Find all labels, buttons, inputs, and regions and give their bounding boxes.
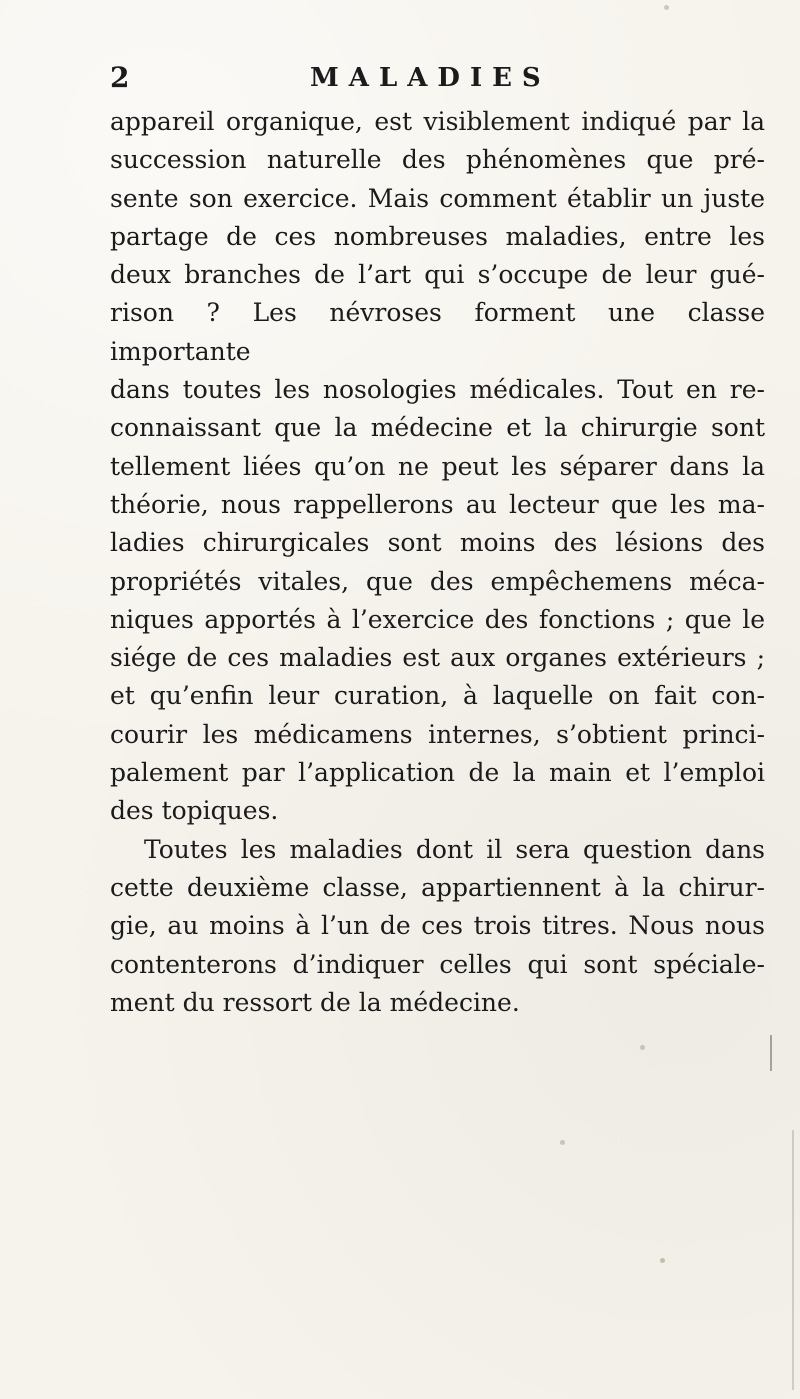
text-line: propriétés vitales, que des empêchemens méca- [110,566,765,596]
text-line: dans toutes les nosologies médicales. Tout en re- [110,375,765,405]
text-line: tellement liées qu’on ne peut les séparer dans la [110,451,765,481]
text-line: succession naturelle des phénomènes que pré- [110,145,765,175]
text-line: et qu’enfin leur curation, à laquelle on fait con- [110,681,765,711]
body-text [110,103,765,1022]
text-line: sente son exercice. Mais comment établir un juste [110,183,765,213]
text-line: contenterons d’indiquer celles qui sont spéciale- [110,949,765,979]
paragraph-2 [110,831,765,1022]
text-line: gie, au moins à l’un de ces trois titres. Nous nous [110,911,765,941]
paper-speck [560,1140,565,1145]
text-line: rison ? Les névroses forment une classe importante [110,298,765,366]
text-line: ment du ressort de la médecine. [110,987,520,1017]
paper-mark [792,1130,794,1390]
text-line: appareil organique, est visiblement indiqué par la [110,107,765,136]
text-line: Toutes les maladies dont il sera question dans [144,834,765,864]
paper-speck [664,5,669,10]
text-line: courir les médicamens internes, s’obtient princi- [110,719,765,749]
text-line: des topiques. [110,796,279,826]
text-line: cette deuxième classe, appartiennent à la chirur- [110,872,765,902]
text-line: ladies chirurgicales sont moins des lésions des [110,528,765,558]
text-line: partage de ces nombreuses maladies, entre les [110,221,765,251]
paper-mark [770,1035,772,1071]
text-line: théorie, nous rappellerons au lecteur que les ma- [110,489,765,519]
text-line: niques apportés à l’exercice des fonctions ; que le [110,604,765,634]
running-title: MALADIES [310,63,551,93]
running-head [110,60,700,96]
paragraph-1 [110,103,765,831]
text-line: palement par l’application de la main et l’emploi [110,758,765,788]
text-line: connaissant que la médecine et la chirurgie sont [110,413,765,443]
paper-speck [660,1258,665,1263]
text-line: siége de ces maladies est aux organes extérieurs ; [110,643,765,673]
text-line: deux branches de l’art qui s’occupe de leur gué- [110,260,765,290]
page-number: 2 [110,61,130,94]
paper-speck [640,1045,645,1050]
